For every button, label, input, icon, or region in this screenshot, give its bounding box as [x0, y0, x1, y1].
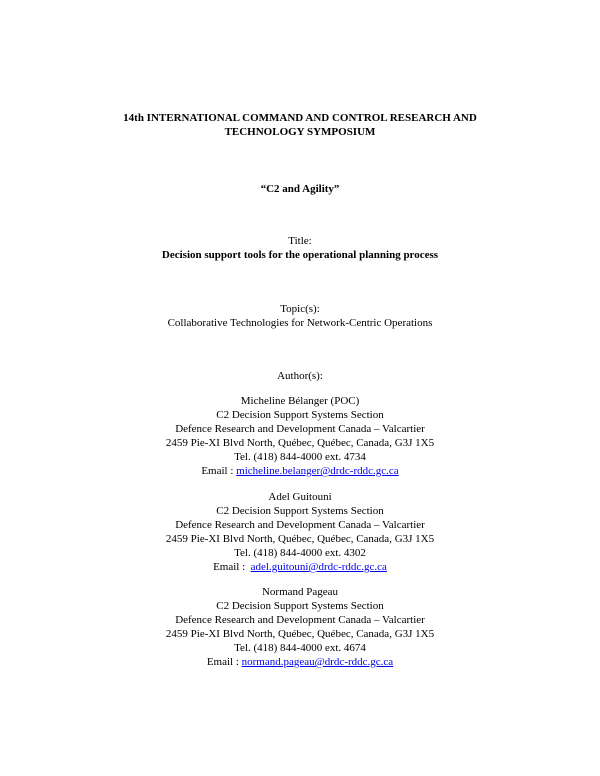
author-address: 2459 Pie-XI Blvd North, Québec, Québec, Canada, G3J 1X5 — [165, 628, 435, 640]
author-email-label: Email : — [201, 465, 237, 477]
author-block — [0, 394, 600, 478]
author-tel: Tel. (418) 844-4000 ext. 4734 — [234, 451, 366, 463]
author-email-line — [0, 464, 600, 478]
author-block — [0, 585, 600, 669]
authors-label: Author(s): — [277, 370, 323, 382]
author-tel: Tel. (418) 844-4000 ext. 4302 — [234, 547, 366, 559]
author-email-line — [0, 655, 600, 669]
author-organization: Defence Research and Development Canada – Valcartier — [175, 423, 425, 435]
author-name: Normand Pageau — [261, 586, 339, 598]
author-email-link[interactable]: micheline.belanger@drdc-rddc.gc.ca — [236, 465, 399, 477]
author-email-link[interactable]: normand.pageau@drdc-rddc.gc.ca — [241, 656, 394, 668]
symposium-line-1: 14th INTERNATIONAL COMMAND AND CONTROL RESEARCH AND — [123, 112, 477, 124]
author-name: Micheline Bélanger (POC) — [240, 395, 360, 407]
author-organization: Defence Research and Development Canada – Valcartier — [175, 519, 425, 531]
paper-title: Decision support tools for the operational planning process — [161, 249, 439, 261]
author-email-label: Email : — [213, 561, 251, 573]
author-organization: Defence Research and Development Canada – Valcartier — [175, 614, 425, 626]
topic-section — [0, 302, 600, 330]
author-email-line — [0, 560, 600, 574]
title-section — [0, 234, 600, 262]
topic-value: Collaborative Technologies for Network-Centric Operations — [167, 317, 433, 329]
topic-label: Topic(s): — [280, 303, 320, 315]
author-section: C2 Decision Support Systems Section — [216, 505, 384, 517]
author-email-label: Email : — [206, 656, 242, 668]
author-name: Adel Guitouni — [268, 491, 332, 503]
author-section: C2 Decision Support Systems Section — [216, 409, 384, 421]
symposium-heading — [0, 111, 600, 139]
symposium-theme: “C2 and Agility” — [260, 183, 340, 195]
author-section: C2 Decision Support Systems Section — [216, 600, 384, 612]
author-block — [0, 490, 600, 574]
author-address: 2459 Pie-XI Blvd North, Québec, Québec, Canada, G3J 1X5 — [165, 437, 435, 449]
author-tel: Tel. (418) 844-4000 ext. 4674 — [234, 642, 366, 654]
symposium-line-2: TECHNOLOGY SYMPOSIUM — [224, 126, 376, 138]
author-email-link[interactable]: adel.guitouni@drdc-rddc.gc.ca — [250, 561, 387, 573]
title-label: Title: — [288, 235, 312, 247]
author-address: 2459 Pie-XI Blvd North, Québec, Québec, Canada, G3J 1X5 — [165, 533, 435, 545]
